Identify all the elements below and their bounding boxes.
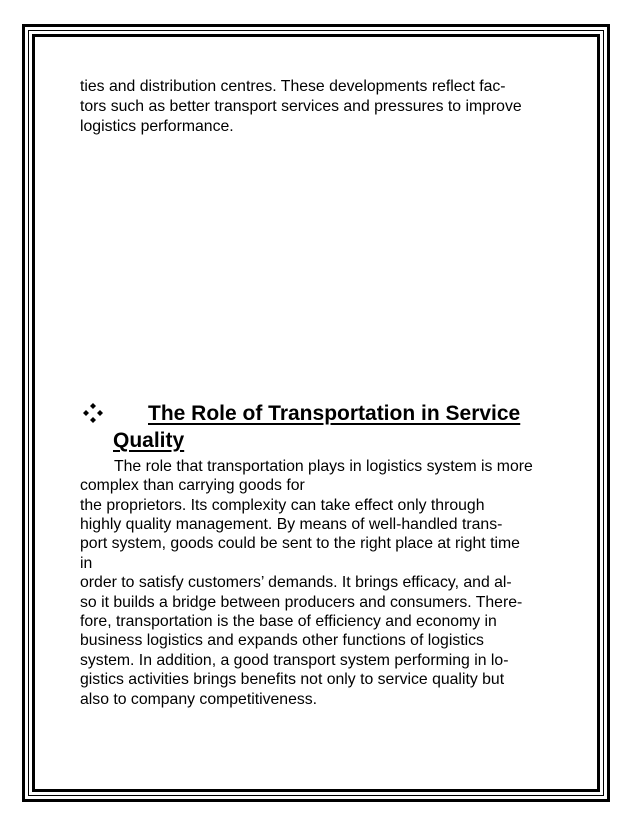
text-line: ties and distribution centres. These developments reflect fac- <box>80 78 506 95</box>
section-heading-continued: Quality <box>113 429 185 452</box>
text-line: also to company competitiveness. <box>80 691 318 708</box>
text-line: port system, goods could be sent to the right place at right time <box>80 535 520 552</box>
text-line: system. In addition, a good transport system performing in lo- <box>80 652 509 669</box>
text-line: business logistics and expands other functions of logistics <box>80 632 484 649</box>
text-line: The role that transportation plays in logistics system is more <box>114 458 533 475</box>
text-line: order to satisfy customers’ demands. It brings efficacy, and al- <box>80 574 512 591</box>
text-line: the proprietors. Its complexity can take effect only through <box>80 497 485 514</box>
four-diamond-bullet-icon <box>82 402 104 424</box>
text-line: gistics activities brings benefits not only to service quality but <box>80 671 505 688</box>
text-line: complex than carrying goods for <box>80 477 305 494</box>
text-line: fore, transportation is the base of efficiency and economy in <box>80 613 497 630</box>
text-line: so it builds a bridge between producers and consumers. There- <box>80 594 523 611</box>
section-heading: The Role of Transportation in Service <box>148 402 521 425</box>
text-line: highly quality management. By means of well-handled trans- <box>80 516 503 533</box>
text-line: in <box>80 555 93 572</box>
text-line: tors such as better transport services and pressures to improve <box>80 98 522 115</box>
text-line: logistics performance. <box>80 118 234 135</box>
